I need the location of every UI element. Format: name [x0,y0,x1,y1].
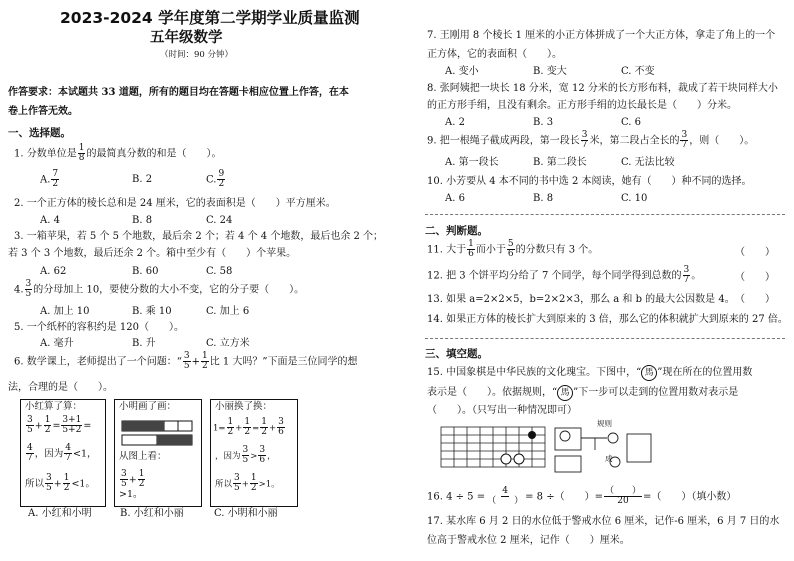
den: 5 [234,483,240,494]
section-judge: 二、判断题。 [425,225,488,237]
q1-frac-den: 8 [78,153,85,164]
frac [45,474,53,494]
question-6 [14,352,358,372]
num: 3 [681,130,688,140]
q15-text-c: 表示是（ ）。依据规则，“ [427,387,558,398]
den: 2 [44,425,51,436]
frac [120,470,128,490]
q5-option-c: C. 立方米 [206,338,250,349]
fraction-bar-diagram [121,420,195,448]
question-9 [427,131,754,151]
num: 1 [138,469,145,479]
q10-option-c: C. 10 [621,193,648,204]
gt: > [250,451,258,462]
den: 20 [617,496,629,507]
den: 5 [25,289,32,300]
question-16 [427,487,736,507]
q9-option-c: C. 无法比较 [621,157,675,168]
num: 1 [44,415,51,425]
den: 2 [138,479,145,490]
frac [63,474,71,494]
num: 3 [121,469,127,479]
q4-option-b: B. 乘 10 [132,306,172,317]
q11-answer-paren[interactable]: （ ） [735,247,775,258]
den: 6 [259,455,266,466]
den: 6 [278,427,284,438]
q12-pre: 12. 把 3 个饼平均分给了 7 个同学，每个同学得到总数的 [427,270,682,282]
lt: <1。 [71,478,95,490]
because: ，因为 [34,448,64,460]
xiaoli-line-2 [215,446,276,466]
den: 2 [250,483,257,494]
xiaoli-box [210,399,298,507]
q4-pre: 4. [14,284,24,296]
q16-blank[interactable]: （ ） [604,486,641,496]
q6-option-c: C. 小明和小丽 [214,508,278,519]
den: 2 [261,427,267,438]
q7-option-c: C. 不变 [621,66,655,77]
q1-post: 的最简真分数的和是（ ）。 [86,148,222,160]
plus: + [235,423,243,434]
num: 3 [46,473,52,483]
q7-option-a: A. 变小 [445,66,479,77]
num: 3 [278,417,284,427]
num: 3 [25,279,32,289]
question-15-line-1 [427,365,752,381]
den: 6 [507,249,514,260]
num: 4 [502,486,508,496]
question-15-line-2 [427,385,738,401]
frac [44,416,52,436]
section-choice: 一、选择题。 [8,127,71,139]
q15-text-a: 15. 中国象棋是中华民族的文化瑰宝。下图中，“ [427,367,642,378]
question-14: 14. 如果正方体的棱长扩大到原来的 3 倍，那么它的体积就扩大到原来的 27 倍。 [427,314,788,325]
so: 所以 [25,478,45,490]
xiaoli-line-3 [215,474,280,494]
num: 3+1 [62,415,82,425]
q9-pre: 9. 把一根绳子截成两段，第一段长 [427,135,580,147]
den: 7 [65,453,71,464]
num: 1 [261,417,267,427]
q11-post: 的分数只有 3 个。 [515,244,599,256]
q2-option-b: B. 8 [132,215,153,226]
plus: + [268,423,277,434]
plus: + [128,474,137,486]
frac [260,418,268,438]
question-5: 5. 一个纸杯的容积约是 120（ ）。 [14,322,184,333]
question-7-line-2: 正方体，它的表面积（ ）。 [427,49,562,60]
frac [258,446,266,466]
frac [138,470,146,490]
num: 1 [250,473,257,483]
q1-option-a [40,170,60,190]
question-12 [427,266,701,286]
gt: >1。 [119,488,143,500]
because: ，因为 [215,451,241,462]
question-17-line-2: 位高于警戒水位 2 厘米，记作（ ）厘米。 [427,535,630,546]
q16-frac-1 [486,487,524,507]
q11-mid: 而小于 [475,244,506,256]
q6-option-a: A. 小红和小明 [28,508,92,519]
num: 9 [218,169,225,179]
xiaohong-line-1 [25,416,91,436]
time-limit: （时间：90 分钟） [160,50,234,60]
frac [61,416,82,436]
question-4 [14,280,304,300]
plus: + [53,478,62,490]
q2-option-a: A. 4 [40,215,60,226]
question-1 [14,144,221,164]
q4-post: 的分母加上 10，要使分数的大小不变，它的分子要（ ）。 [33,284,305,296]
q11-frac-2 [507,240,515,260]
num: 5 [507,239,514,249]
xiaohong-box [20,399,106,507]
horse-piece-icon: 馬 [641,365,657,381]
q10-option-b: B. 8 [533,193,554,204]
q6-option-b: B. 小红和小丽 [120,508,184,519]
q7-option-b: B. 变大 [533,66,567,77]
den: 5 [242,455,249,466]
chess-board-diagram [437,421,549,473]
q16-pre: 16. 4 ÷ 5 = [427,491,486,503]
question-7-line-1: 7. 王刚用 8 个棱长 1 厘米的小正方体拼成了一个大正方体，拿走了角上的一个 [427,30,776,41]
frac [26,416,34,436]
den: 7 [27,453,33,464]
question-10: 10. 小芳要从 4 本不同的书中选 2 本阅读，她有（ ）种不同的选择。 [427,176,752,187]
num: 3 [27,415,33,425]
one: 1= [213,423,226,434]
den: 5 [46,483,52,494]
q9-frac-2 [680,131,688,151]
xiaoming-see: 从图上看： [119,451,167,462]
q16-frac-2 [604,487,642,507]
den: 2 [227,427,234,438]
requirement-line-2: 卷上作答无效。 [8,106,78,117]
question-17-line-1: 17. 某水库 6 月 2 日的水位低于警戒水位 6 厘米，记作-6 厘米，6 月 7 日的水 [427,516,780,527]
q6-frac-1 [183,352,191,372]
frac [26,444,34,464]
q1-opt-c-frac [217,170,225,190]
gt: >1。 [258,479,280,490]
frac [64,444,72,464]
q9-frac-1 [581,131,589,151]
den: 2 [201,361,208,372]
den: 5 [27,425,33,436]
den: 2 [52,179,59,190]
q6-frac-2 [201,352,209,372]
page-title: 2023-2024 学年度第二学期学业质量监测 [60,9,360,27]
den: 7 [681,140,688,151]
den: 5+2 [62,425,82,436]
q9-option-b: B. 第二段长 [533,157,587,168]
comma: ， [267,451,276,462]
q9-mid: 米，第二段占全长的 [589,135,680,147]
xiaoli-line-1 [213,418,286,438]
q10-option-a: A. 6 [445,193,465,204]
q8-option-c: C. 6 [621,117,642,128]
xiaohong-line-3 [25,474,95,494]
q1-pre: 1. 分数单位是 [14,148,77,160]
question-11 [427,240,598,260]
q3-option-b: B. 60 [132,266,159,277]
xiaohong-title: 小红算了算： [25,401,83,412]
den: 5 [121,479,127,490]
horse-piece-icon: 馬 [557,385,573,401]
so: 所以 [215,479,233,490]
frac [242,446,250,466]
den: 7 [581,140,588,151]
q3-option-c: C. 58 [206,266,233,277]
num: 1 [227,417,234,427]
q11-pre: 11. 大于 [427,244,467,256]
xiaoming-result [119,470,146,501]
num: 1 [468,239,474,249]
eq: = [252,423,260,434]
q8-option-a: A. 2 [445,117,465,128]
q3-option-a: A. 62 [40,266,67,277]
xiaoming-title: 小明画了画： [119,401,177,412]
question-8-line-2: 的正方形手绢，且没有剩余。正方形手绢的边长最长是（ ）分米。 [427,100,737,111]
frac [227,418,235,438]
num: 3 [683,265,690,275]
lt: <1， [72,448,97,460]
frac [243,418,251,438]
num: 7 [52,169,59,179]
xiaoli-title: 小丽换了换： [215,401,273,412]
question-13: 13. 如果 a=2×2×5，b=2×2×3，那么 a 和 b 的最大公因数是 4。 [427,294,735,305]
q12-answer-paren[interactable]: （ ） [735,272,775,283]
rule-label: 规则 [597,419,612,428]
num: 1 [63,473,70,483]
num: 3 [183,351,190,361]
num: 3 [234,473,240,483]
requirement-line-1: 作答要求：本试题共 33 道题，所有的题目均在答题卡相应位置上作答，在本 [8,87,349,98]
q1-opt-a-frac [51,170,59,190]
q12-post: 。 [691,270,702,282]
question-6-line-2: 法，合理的是（ ）。 [8,382,113,393]
q1-option-b: B. 2 [132,174,153,185]
num: 1 [201,351,208,361]
q16-blank[interactable]: （ ） [487,496,524,507]
q12-frac [683,266,691,286]
section-fill: 三、填空题。 [425,348,488,360]
den: 2 [244,427,251,438]
q9-option-a: A. 第一段长 [445,157,499,168]
frac [233,474,241,494]
num: 3 [581,130,588,140]
num: 3 [242,445,249,455]
num: 4 [27,443,33,453]
xiaoming-box [114,399,202,507]
q16-post: =（ ）（填小数） [643,491,737,503]
q13-answer-paren[interactable]: （ ） [735,294,775,305]
q4-option-c: C. 加上 6 [206,306,250,317]
rule-piece-letter: 成 [605,454,613,463]
question-8-line-1: 8. 张阿姨把一块长 18 分米，宽 12 分米的长方形布料，裁成了若干块同样大小 [427,83,778,94]
q6-pre: 6. 数学课上，老师提出了一个问题：“ [14,356,182,368]
num: 3 [259,445,266,455]
question-2: 2. 一个正方体的棱长总和是 24 厘米，它的表面积是（ ）平方厘米。 [14,198,336,209]
eq: = [52,420,61,432]
q1-option-c [206,170,226,190]
plus: + [34,420,43,432]
q4-fraction [25,280,33,300]
q4-option-a: A. 加上 10 [40,306,90,317]
page-subtitle: 五年级数学 [150,30,223,46]
q8-option-b: B. 3 [533,117,554,128]
frac [250,474,258,494]
den: 7 [683,275,690,286]
question-3-line-2: 若 3 个 3 个地数，最后还余 2 个。箱中至少有（ ）个苹果。 [8,248,297,259]
q1-frac-num: 1 [78,143,85,153]
den: 5 [183,361,190,372]
q2-option-c: C. 24 [206,215,233,226]
q5-option-a: A. 毫升 [40,338,74,349]
xiaohong-line-2 [25,444,97,464]
question-15-line-3: （ ）。（只写出一种情况即可） [427,405,577,416]
frac [277,418,285,438]
den: 2 [218,179,225,190]
num: 1 [244,417,251,427]
q5-option-b: B. 升 [132,338,156,349]
den: 2 [63,483,70,494]
q6-plus: + [191,356,200,368]
q1-opt-a-label: A. [40,174,51,186]
question-3-line-1: 3. 一箱苹果，若 5 个 5 个地数，最后余 2 个；若 4 个 4 个地数，最后也余 2 个； [14,231,384,242]
plus: + [241,479,249,490]
q15-text-d: ”下一步可以走到的位置用数对表示是 [573,387,739,398]
q1-opt-c-label: C. [206,174,217,186]
q1-fraction [78,144,86,164]
q16-eq: = 8 ÷（ ）= [525,491,603,503]
eq: = [83,420,92,432]
q9-post: ，则（ ）。 [689,135,755,147]
divider [425,214,785,215]
den: 6 [468,249,474,260]
q6-post: 比 1 大吗？”下面是三位同学的想 [209,356,358,368]
q11-frac-1 [467,240,475,260]
divider [425,338,785,339]
num: 4 [65,443,71,453]
q15-text-b: ”现在所在的位置用数 [657,367,753,378]
